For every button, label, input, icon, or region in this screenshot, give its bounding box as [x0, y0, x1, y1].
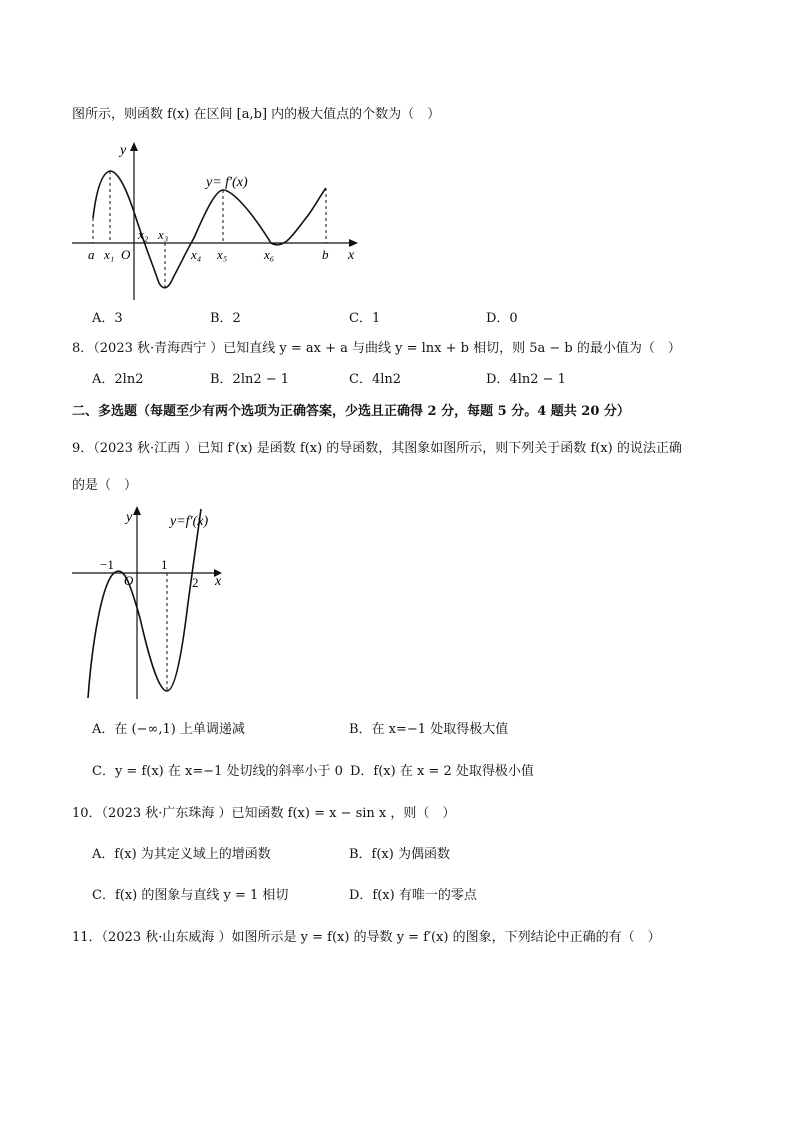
- q7-tick-x6: x₆: [264, 247, 275, 262]
- q9-option-b[interactable]: B．在 x=−1 处取得极大值: [349, 722, 509, 737]
- q9-func-label: y=f′(x): [170, 514, 209, 529]
- q7-tick-x3: x₃: [158, 227, 169, 242]
- q9-option-d[interactable]: D．f(x) 在 x = 2 处取得极小值: [350, 764, 534, 779]
- q7-derivative-graph: [66, 138, 366, 308]
- q8-option-c[interactable]: C．4ln2: [349, 372, 402, 387]
- q9-stem-line1: 9．（2023 秋·江西 ）已知 f′(x) 是函数 f(x) 的导函数，其图象如图所示，则下列关于函数 f(x) 的说法正确: [72, 441, 682, 456]
- q7-tick-x2: x₂: [138, 227, 149, 242]
- q10-option-b[interactable]: B．f(x) 为偶函数: [349, 847, 450, 862]
- q7-y-axis-arrow: [130, 142, 138, 151]
- q9-derivative-graph: [70, 503, 230, 703]
- q9-tick-1: 1: [161, 557, 168, 572]
- q8-stem: 8．（2023 秋·青海西宁 ）已知直线 y = ax + a 与曲线 y = lnx + b 相切，则 5a − b 的最小值为（ ）: [72, 341, 681, 356]
- q9-option-c[interactable]: C．y = f(x) 在 x=−1 处切线的斜率小于 0: [92, 764, 343, 779]
- q7-y-label: y: [120, 143, 127, 158]
- q7-option-a[interactable]: A．3: [92, 311, 123, 326]
- q10-option-d[interactable]: D．f(x) 有唯一的零点: [349, 888, 477, 903]
- q9-y-axis-arrow: [133, 506, 141, 515]
- q8-option-a[interactable]: A．2ln2: [92, 372, 144, 387]
- q11-stem: 11．（2023 秋·山东威海 ）如图所示是 y = f(x) 的导数 y = f′(x) 的图象，下列结论中正确的有（ ）: [72, 930, 661, 945]
- q7-tick-x4: x₄: [191, 247, 202, 262]
- q7-func-label: y= f′(x): [206, 175, 248, 190]
- q7-x-axis-arrow: [349, 239, 358, 247]
- q8-option-d[interactable]: D．4ln2 − 1: [486, 372, 566, 387]
- q7-tick-b: b: [322, 247, 329, 262]
- q7-option-d[interactable]: D．0: [486, 311, 518, 326]
- q9-x-label: x: [215, 574, 222, 589]
- q10-option-a[interactable]: A．f(x) 为其定义域上的增函数: [92, 847, 271, 862]
- q9-derivative-curve: [88, 509, 201, 698]
- q7-tick-o: O: [121, 247, 131, 262]
- section-heading: 二、多选题（每题至少有两个选项为正确答案，少选且正确得 2 分，每题 5 分。4 题共 20 分）: [72, 404, 630, 419]
- q9-tick-2: 2: [192, 575, 199, 590]
- q10-stem: 10．（2023 秋·广东珠海 ）已知函数 f(x) = x − sin x ，则（ ）: [72, 806, 456, 821]
- q9-option-a[interactable]: A．在 (−∞,1) 上单调递减: [92, 722, 245, 737]
- q9-stem-line2: 的是（ ）: [72, 478, 138, 493]
- q9-y-label: y: [126, 510, 133, 525]
- q9-tick-o: O: [124, 573, 134, 588]
- q7-option-b[interactable]: B．2: [210, 311, 241, 326]
- q7-tick-x1: x₁: [104, 247, 115, 262]
- q7-stem-tail: 图所示，则函数 f(x) 在区间 [a,b] 内的极大值点的个数为（ ）: [72, 107, 441, 122]
- q7-tick-a: a: [88, 247, 95, 262]
- q7-tick-x5: x₅: [217, 247, 228, 262]
- q10-option-c[interactable]: C．f(x) 的图象与直线 y = 1 相切: [92, 888, 289, 903]
- q7-x-label: x: [348, 248, 355, 263]
- q7-option-c[interactable]: C．1: [349, 311, 381, 326]
- q9-tick-neg1: −1: [100, 557, 114, 572]
- q8-option-b[interactable]: B．2ln2 − 1: [210, 372, 290, 387]
